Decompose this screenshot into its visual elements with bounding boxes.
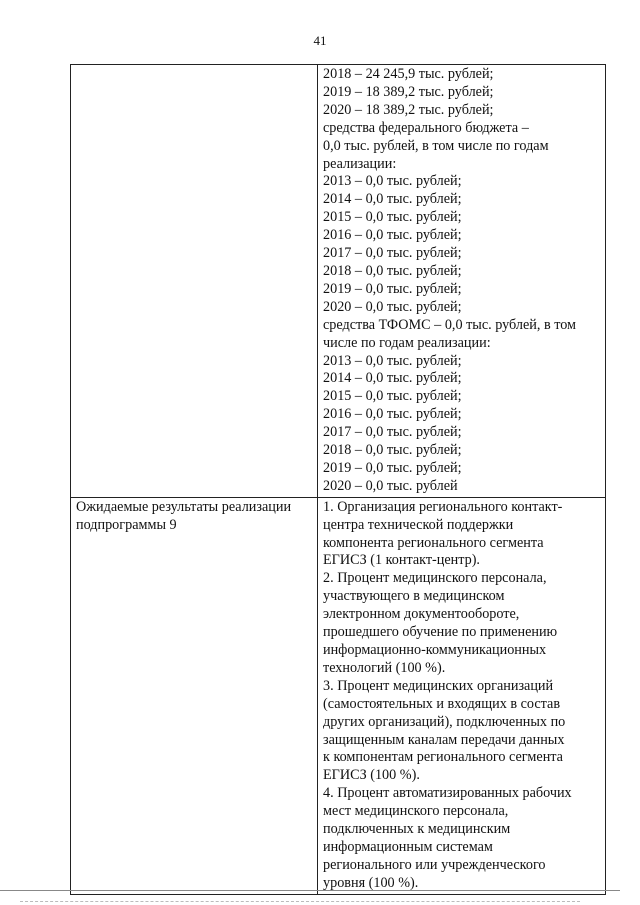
text-line: информационно-коммуникационных (323, 642, 547, 658)
text-line: защищенным каналам передачи данных (323, 731, 565, 748)
table-row-expected-results (71, 497, 606, 894)
text-line: средства ТФОМС – 0,0 тыс. рублей, в том (323, 316, 577, 333)
text-line: 2019 – 0,0 тыс. рублей; (323, 459, 462, 476)
text-line: 0,0 тыс. рублей, в том числе по годам (323, 137, 549, 154)
text-line: 2018 – 0,0 тыс. рублей; (323, 262, 462, 279)
text-line: 2019 – 18 389,2 тыс. рублей; (323, 83, 494, 100)
table-cell-label-expected-results (71, 497, 318, 894)
text-line: подключенных к медицинским (323, 821, 511, 838)
text-line: центра технической поддержки (323, 516, 514, 533)
subprogram-table (70, 64, 606, 895)
text-line: (самостоятельных и входящих в состав (323, 695, 561, 712)
text-line: 4. Процент автоматизированных рабочих (323, 785, 572, 802)
text-line: ЕГИСЗ (100 %). (323, 767, 420, 784)
text-line: 2016 – 0,0 тыс. рублей; (323, 406, 462, 423)
text-line: 2014 – 0,0 тыс. рублей; (323, 370, 462, 387)
text-line: 2020 – 0,0 тыс. рублей (323, 477, 458, 494)
text-line: информационным системам (323, 838, 493, 855)
text-line: 2. Процент медицинского персонала, (323, 570, 547, 587)
text-line: 2020 – 0,0 тыс. рублей; (323, 298, 462, 315)
text-line: других организаций), подключенных по (323, 713, 566, 730)
text-line: подпрограммы 9 (76, 516, 177, 533)
text-line: 2017 – 0,0 тыс. рублей; (323, 245, 462, 262)
text-line: 2014 – 0,0 тыс. рублей; (323, 191, 462, 208)
footer-divider (0, 890, 620, 891)
text-line: 1. Организация регионального контакт- (323, 498, 563, 515)
text-line: 2019 – 0,0 тыс. рублей; (323, 280, 462, 297)
table-cell-empty-left (71, 65, 318, 498)
text-line: числе по годам реализации: (323, 334, 491, 351)
text-line: 2018 – 0,0 тыс. рублей; (323, 442, 462, 459)
text-line: участвующего в медицинском (323, 588, 505, 605)
text-line: 2015 – 0,0 тыс. рублей; (323, 388, 462, 405)
text-line: к компонентам регионального сегмента (323, 749, 563, 766)
text-line: регионального или учрежденческого (323, 856, 546, 873)
text-line: технологий (100 %). (323, 659, 446, 676)
text-line: уровня (100 %). (323, 874, 419, 891)
text-line: ЕГИСЗ (1 контакт-центр). (323, 552, 480, 569)
table-row-funding (71, 65, 606, 498)
text-line: 2015 – 0,0 тыс. рублей; (323, 209, 462, 226)
table-cell-funding-text (318, 65, 606, 498)
text-line: электронном документообороте, (323, 606, 520, 623)
footer-scan-artifact (20, 901, 580, 902)
text-line: средства федерального бюджета – (323, 119, 529, 136)
text-line: реализации: (323, 155, 397, 172)
text-line: компонента регионального сегмента (323, 534, 544, 551)
text-line: 3. Процент медицинских организаций (323, 677, 554, 694)
text-line: Ожидаемые результаты реализации (76, 498, 292, 515)
text-line: мест медицинского персонала, (323, 803, 509, 820)
text-line: 2018 – 24 245,9 тыс. рублей; (323, 66, 494, 82)
text-line: 2013 – 0,0 тыс. рублей; (323, 173, 462, 190)
text-line: 2016 – 0,0 тыс. рублей; (323, 227, 462, 244)
table-cell-expected-results-text (318, 497, 606, 894)
page-number: 41 (313, 33, 327, 48)
text-line: 2013 – 0,0 тыс. рублей; (323, 352, 462, 369)
text-line: 2017 – 0,0 тыс. рублей; (323, 424, 462, 441)
text-line: прошедшего обучение по применению (323, 624, 558, 641)
text-line: 2020 – 18 389,2 тыс. рублей; (323, 101, 494, 118)
